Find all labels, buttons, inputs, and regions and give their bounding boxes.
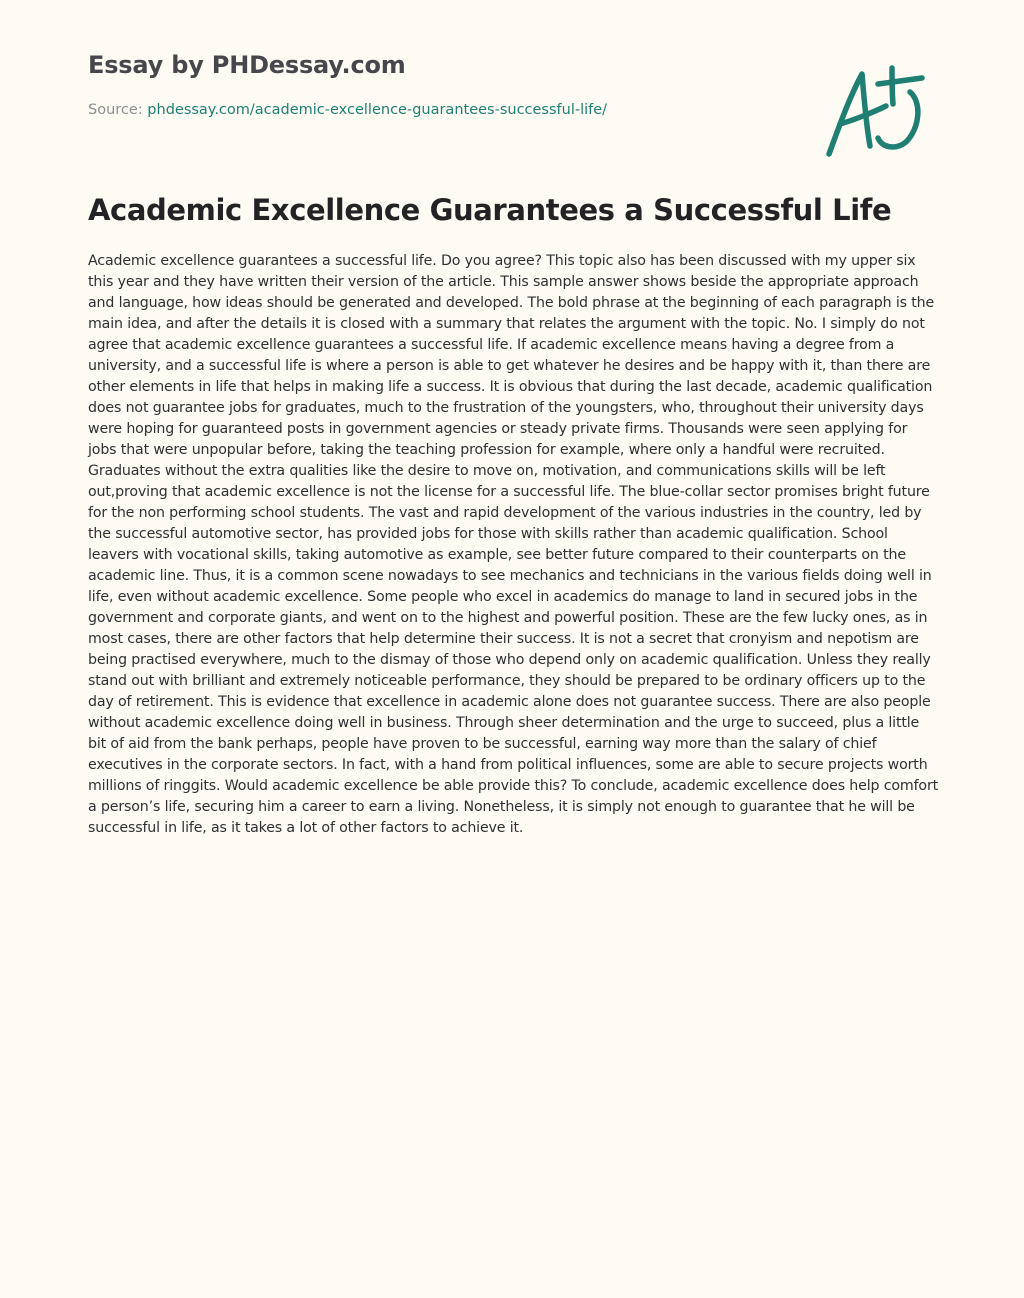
source-label: Source: [88, 102, 148, 118]
source-link[interactable]: phdessay.com/academic-excellence-guarantees-successful-life/ [147, 102, 608, 118]
essay-body: Academic excellence guarantees a successful life. Do you agree? This topic also has been discussed with my upper six this year and they have written their version of the article. This sample answer shows beside the appropriate approach and language, how ideas should be generated and developed. The bold phrase at the beginning of each paragraph is the main idea, and after the details it is closed with a summary that relates the argument with the topic. No. I simply do not agree that academic excellence guarantees a successful life. If academic excellence means having a degree from a university, and a successful life is where a person is able to get whatever he desires and be happy with it, than there are other elements in life that helps in making life a success. It is obvious that during the last decade, academic qualification does not guarantee jobs for graduates, much to the frustration of the youngsters, who, throughout their university days were hoping for guaranteed posts in government agencies or steady private firms. Thousands were seen applying for jobs that were unpopular before, taking the teaching profession for example, where only a handful were recruited. Graduates without the extra qualities like the desire to move on, motivation, and communications skills will be left out,proving that academic excellence is not the license for a successful life. The blue-collar sector promises bright future for the non performing school students. The vast and rapid development of the various industries in the country, led by the successful automotive sector, has provided jobs for those with skills rather than academic qualification. School leavers with vocational skills, taking automotive as example, see better future compared to their counterparts on the academic line. Thus, it is a common scene nowadays to see mechanics and technicians in the various fields doing well in life, even without academic excellence. Some people who excel in academics do manage to land in secured jobs in the government and corporate giants, and went on to the highest and powerful position. These are the few lucky ones, as in most cases, there are other factors that help determine their success. It is not a secret that cronyism and nepotism are being practised everywhere, much to the dismay of those who depend only on academic qualification. Unless they really stand out with brilliant and extremely noticeable performance, they should be prepared to be ordinary officers up to the day of retirement. This is evidence that excellence in academic alone does not guarantee success. There are also people without academic excellence doing well in business. Through sheer determination and the urge to succeed, plus a little bit of aid from the bank perhaps, people have proven to be successful, earning way more than the salary of chief executives in the corporate sectors. In fact, with a hand from political influences, some are able to secure projects worth millions of ringgits. Would academic excellence be able provide this? To conclude, academic excellence does help comfort a person’s life, securing him a career to earn a living. Nonetheless, it is simply not enough to guarantee that he will be successful in life, as it takes a lot of other factors to achieve it. [88, 253, 939, 836]
a-plus-logo-icon [822, 62, 930, 162]
source-line [88, 100, 788, 120]
header [88, 48, 788, 120]
site-brand: Essay by PHDessay.com [88, 51, 406, 79]
essay-title: Academic Excellence Guarantees a Successful Life [88, 193, 892, 227]
